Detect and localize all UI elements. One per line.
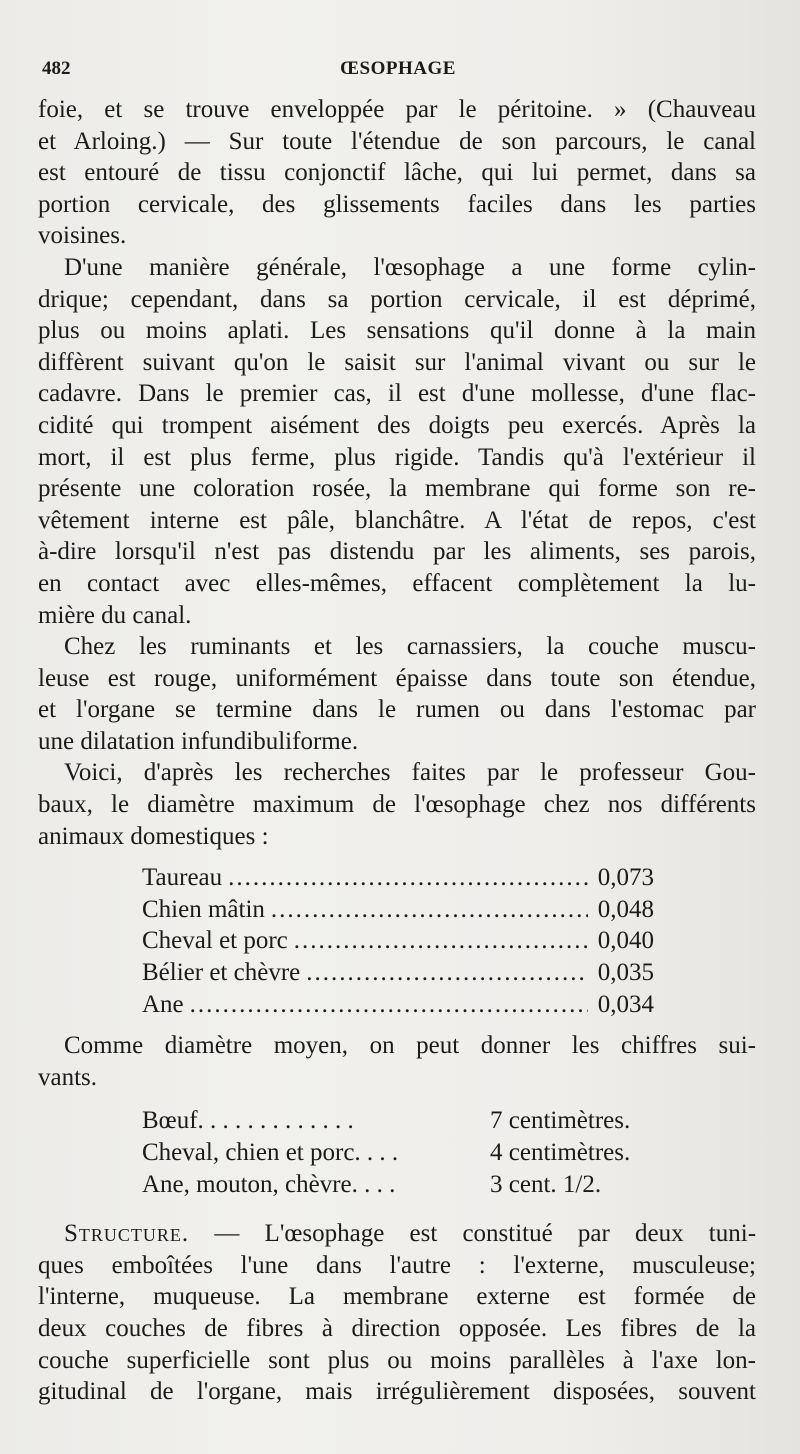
dot-leader [228, 862, 588, 894]
animal-name: Bélier et chèvre [142, 959, 301, 987]
text-line: cidité qui trompent aisément des doigts peu exercés. Après la [38, 411, 756, 439]
max-diameter-table [142, 862, 654, 1020]
text-line: et Arloing.) — Sur toute l'étendue de son parcours, le canal [38, 127, 756, 155]
animal-name: Ane, mouton, chèvre. . . . [142, 1170, 396, 1198]
text-line: Chez les ruminants et les carnassiers, la couche muscu- [64, 633, 756, 661]
text-line: est entouré de tissu conjonctif lâche, qui lui permet, dans sa [38, 159, 756, 187]
diameter-value: 0,073 [597, 864, 654, 892]
dot-leader [190, 989, 588, 1021]
table-row [142, 989, 654, 1021]
table-row [142, 957, 654, 989]
diameter-value: 4 centimètres. [490, 1139, 631, 1166]
dot-leader [271, 894, 588, 926]
table-row [142, 1137, 742, 1169]
animal-name: Cheval, chien et porc. . . . [142, 1139, 399, 1166]
text-line: mort, il est plus ferme, plus rigide. Tandis qu'à l'extérieur il [38, 443, 756, 471]
paragraph [38, 757, 756, 852]
table-row [142, 1169, 742, 1201]
diameter-value: 0,035 [597, 959, 654, 987]
mean-diameter-table [142, 1105, 742, 1200]
text-line: mière du canal. [38, 601, 192, 629]
section-title: Structure. [64, 1220, 190, 1248]
text-line: Voici, d'après les recherches faites par le professeur Gou- [64, 759, 756, 787]
text-line: drique; cependant, dans sa portion cervicale, il est déprimé, [38, 285, 756, 313]
text-line: vêtement interne est pâle, blanchâtre. A l'état de repos, c'est [38, 506, 756, 534]
animal-name: Chien mâtin [142, 895, 265, 923]
paragraph [38, 94, 756, 252]
text-line: animaux domestiques : [38, 822, 269, 850]
diameter-value: 3 cent. 1/2. [490, 1170, 602, 1198]
table-row [142, 862, 654, 894]
text-line: couche superficielle sont plus ou moins parallèles à l'axe lon- [38, 1346, 756, 1374]
text-line: portion cervicale, des glissements faciles dans les parties [38, 190, 756, 218]
paragraph [38, 252, 756, 631]
table-row [142, 894, 654, 926]
table-row [142, 925, 654, 957]
animal-name: Taureau [142, 864, 223, 892]
structure-section [38, 1218, 756, 1408]
text-line: et l'organe se termine dans le rumen ou dans l'estomac par [38, 696, 756, 724]
text-line: deux couches de fibres à direction opposée. Les fibres de la [38, 1314, 756, 1342]
text-line: l'interne, muqueuse. La membrane externe est formée de [38, 1283, 756, 1311]
text-line: en contact avec elles-mêmes, effacent complètement la lu- [38, 569, 756, 597]
paragraph [38, 1030, 756, 1093]
text-line: à-dire lorsqu'il n'est pas distendu par les aliments, ses parois, [38, 538, 756, 566]
page-number: 482 [42, 58, 71, 79]
text-line: présente une coloration rosée, la membrane qui forme son re- [38, 475, 756, 503]
text-line [38, 1218, 756, 1250]
text-line: cadavre. Dans le premier cas, il est d'une mollesse, d'une flac- [38, 380, 756, 408]
text-line: plus ou moins aplati. Les sensations qu'il donne à la main [38, 317, 756, 345]
text-line: voisines. [38, 222, 127, 250]
dot-leader [306, 957, 588, 989]
diameter-value: 0,034 [597, 990, 654, 1018]
text-line: leuse est rouge, uniformément épaisse dans toute son étendue, [38, 664, 756, 692]
text-line: Comme diamètre moyen, on peut donner les chiffres sui- [64, 1032, 756, 1060]
page-body [38, 94, 756, 1408]
dot-leader [294, 925, 588, 957]
animal-name: Cheval et porc [142, 927, 288, 955]
text-line: foie, et se trouve enveloppée par le péritoine. » (Chauveau [38, 96, 756, 123]
text-line: baux, le diamètre maximum de l'œsophage chez nos différents [38, 791, 756, 819]
diameter-value: 0,040 [597, 927, 654, 955]
text-line: gitudinal de l'organe, mais irrégulièrement disposées, souvent [38, 1378, 756, 1406]
text-line: ques emboîtées l'une dans l'autre : l'externe, musculeuse; [38, 1251, 756, 1279]
page-header [42, 58, 754, 88]
text-line: une dilatation infundibuliforme. [38, 727, 359, 755]
text-line: vants. [38, 1063, 98, 1091]
table-row [142, 1105, 742, 1137]
text-line: D'une manière générale, l'œsophage a une forme cylin- [64, 253, 756, 281]
diameter-value: 7 centimètres. [490, 1107, 631, 1135]
diameter-value: 0,048 [597, 895, 654, 923]
text-line: diffèrent suivant qu'on le saisit sur l'animal vivant ou sur le [38, 348, 756, 376]
animal-name: Ane [142, 990, 184, 1018]
paragraph [38, 631, 756, 757]
animal-name: Bœuf. . . . . . . . . . . . . [142, 1107, 354, 1135]
running-title: ŒSOPHAGE [340, 58, 456, 79]
section-text: — L'œsophage est constitué par deux tuni- [214, 1220, 757, 1248]
